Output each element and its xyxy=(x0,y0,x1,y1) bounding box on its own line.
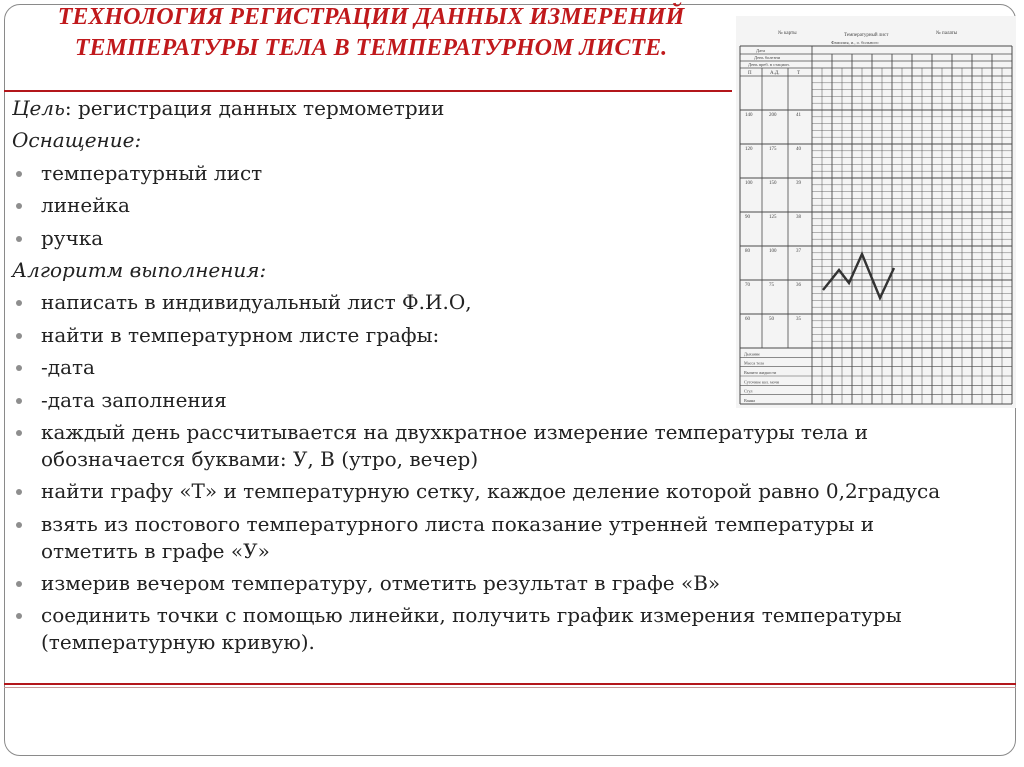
bullet-text: обозначается буквами: У, В (утро, вечер) xyxy=(41,446,479,471)
sheet-bottom-row: Ванна xyxy=(744,398,755,403)
equipment-item xyxy=(12,192,1016,219)
sheet-card-no: № карты xyxy=(778,31,797,36)
bullet-text: -дата xyxy=(41,355,95,380)
sheet-pulse-value: 80 xyxy=(745,249,750,254)
algorithm-item xyxy=(12,419,1016,473)
algorithm-item xyxy=(12,602,1016,656)
sheet-pulse-value: 90 xyxy=(745,215,750,220)
bullet-dot xyxy=(16,522,22,528)
bullet-dot xyxy=(16,203,22,209)
sheet-pulse-value: 140 xyxy=(745,113,753,118)
bullet-dot xyxy=(16,581,22,587)
sheet-patient: Фамилия, и., о. больного xyxy=(831,40,879,45)
bullet-text: каждый день рассчитывается на двухкратное измерение температуры тела и xyxy=(41,419,869,444)
bullet-text: температурный лист xyxy=(41,160,263,185)
algorithm-item xyxy=(12,322,1016,349)
algorithm-item xyxy=(12,511,1016,565)
sheet-bottom-row: Дыхание xyxy=(744,351,760,357)
sheet-temp-value: 40 xyxy=(796,147,801,152)
sheet-bottom-row: Стул xyxy=(744,388,753,394)
sheet-bp-value: 100 xyxy=(769,249,777,254)
algorithm-item xyxy=(12,570,1016,597)
sheet-row-date: Дата xyxy=(756,48,765,53)
bullet-dot xyxy=(16,365,22,371)
sheet-bp-value: 200 xyxy=(769,113,777,118)
sheet-bottom-row: Суточное кол. мочи xyxy=(744,379,779,385)
bullet-text: отметить в графе «У» xyxy=(41,538,270,563)
sheet-temp-value: 37 xyxy=(796,249,801,254)
sheet-temp-value: 38 xyxy=(796,215,801,220)
bullet-text: линейка xyxy=(41,193,130,218)
bullet-text: измерив вечером температуру, отметить результат в графе «В» xyxy=(41,571,721,596)
sheet-header-ad: А.Д. xyxy=(770,71,780,76)
sheet-bp-value: 150 xyxy=(769,181,777,186)
bullet-text: написать в индивидуальный лист Ф.И.О, xyxy=(41,290,472,315)
goal-line xyxy=(12,95,1016,122)
sheet-bp-value: 75 xyxy=(769,283,774,288)
bullet-dot xyxy=(16,333,22,339)
sheet-row-day: День болезни xyxy=(754,55,781,60)
sheet-bottom-row: Масса тела xyxy=(744,360,764,366)
title-line-2: ТЕМПЕРАТУРЫ ТЕЛА В ТЕМПЕРАТУРНОМ ЛИСТЕ. xyxy=(74,35,668,61)
sheet-pulse-value: 100 xyxy=(745,181,753,186)
equipment-item xyxy=(12,225,1016,252)
equipment-item xyxy=(12,160,1016,187)
sheet-header-t: Т xyxy=(797,71,801,76)
title-line-1: ТЕХНОЛОГИЯ РЕГИСТРАЦИИ ДАННЫХ ИЗМЕРЕНИЙ xyxy=(57,4,685,30)
sheet-title: Температурный лист xyxy=(844,33,889,38)
sheet-pulse-value: 120 xyxy=(745,147,753,152)
algorithm-item xyxy=(12,354,1016,381)
bullet-text: соединить точки с помощью линейки, получить график измерения температуры xyxy=(41,603,902,628)
sheet-row-stay: День преб. в стацион. xyxy=(748,62,790,67)
sheet-ward-no: № палаты xyxy=(936,31,958,36)
sheet-temp-value: 35 xyxy=(796,317,801,322)
slide-title xyxy=(10,2,732,64)
sheet-bp-value: 175 xyxy=(769,147,777,152)
bullet-text: найти графу «Т» и температурную сетку, каждое деление которой равно 0,2градуса xyxy=(41,479,941,504)
bullet-text: ручка xyxy=(41,225,104,250)
goal-label: Цель xyxy=(12,96,65,120)
footer-rule xyxy=(4,683,1016,685)
bullet-text: (температурную кривую). xyxy=(41,630,315,655)
sheet-pulse-value: 70 xyxy=(745,283,750,288)
footer-rule-thin xyxy=(4,687,1016,688)
algorithm-item xyxy=(12,289,1016,316)
bullet-dot xyxy=(16,236,22,242)
bullet-dot xyxy=(16,398,22,404)
sheet-pulse-value: 60 xyxy=(745,317,750,322)
algorithm-item xyxy=(12,387,1016,414)
sheet-temp-value: 39 xyxy=(796,181,801,186)
bullet-text: найти в температурном листе графы: xyxy=(41,322,440,347)
equipment-label: Оснащение: xyxy=(12,128,142,153)
bullet-dot xyxy=(16,171,22,177)
sheet-bp-value: 50 xyxy=(769,317,774,322)
bullet-dot xyxy=(16,300,22,306)
sheet-temp-value: 36 xyxy=(796,283,801,288)
bullet-dot xyxy=(16,613,22,619)
algorithm-label: Алгоритм выполнения: xyxy=(12,257,267,282)
sheet-bp-value: 125 xyxy=(769,215,777,220)
sheet-bottom-row: Выпито жидкости xyxy=(744,370,777,375)
sheet-temp-value: 41 xyxy=(796,113,801,118)
sheet-header-p: П xyxy=(748,71,752,76)
title-rule xyxy=(4,90,732,92)
bullet-dot xyxy=(16,489,22,495)
bullet-text: взять из постового температурного листа показание утренней температуры и xyxy=(41,511,875,536)
bullet-text: -дата заполнения xyxy=(41,387,227,412)
slide-body xyxy=(12,95,1016,662)
goal-text: : регистрация данных термометрии xyxy=(64,96,445,120)
algorithm-item xyxy=(12,478,1016,505)
bullet-dot xyxy=(16,430,22,436)
algorithm-list xyxy=(12,289,1016,656)
equipment-list xyxy=(12,160,1016,252)
